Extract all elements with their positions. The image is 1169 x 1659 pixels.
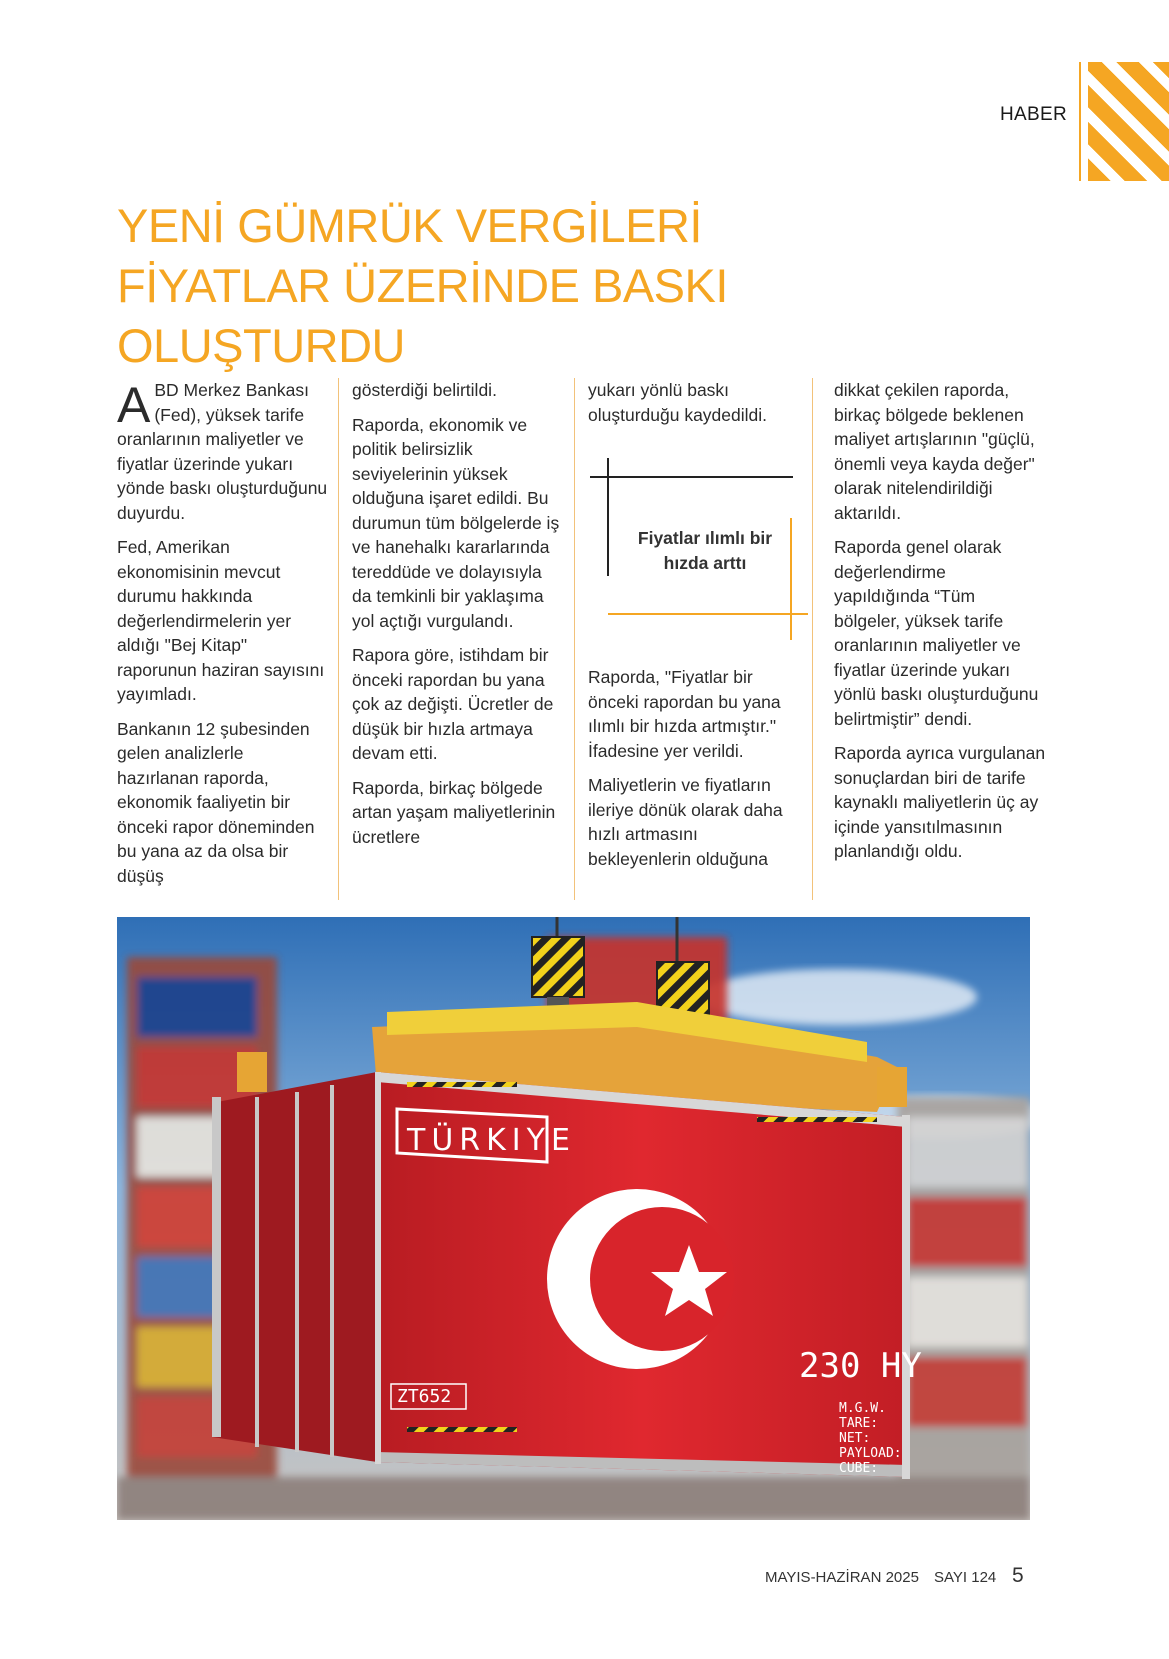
paragraph-text: BD Merkez Bankası (Fed), yüksek tarife oranlarının maliyetler ve fiyatlar üzerinde yukarı yönde baskı oluşturduğunu duyurdu.	[117, 380, 328, 523]
container-data-row: PAYLOAD:	[839, 1446, 902, 1461]
container-type-code: 230 HY	[799, 1346, 922, 1386]
paragraph: dikkat çekilen raporda, birkaç bölgede beklenen maliyet artışlarının "güçlü, önemli veya kayda değer" olarak nitelendirildiği aktarıldı.	[834, 380, 1035, 523]
column-divider	[812, 378, 813, 900]
container-photo	[117, 917, 1030, 1520]
pull-quote-rule	[590, 476, 793, 478]
drop-cap: A	[117, 377, 151, 433]
footer-issue: MAYIS-HAZİRAN 2025	[765, 1569, 919, 1586]
container-data-row: TARE:	[839, 1416, 879, 1431]
paragraph: gösterdiği belirtildi.	[352, 380, 497, 400]
container-code: ZT652	[397, 1386, 452, 1407]
paragraph: Raporda, "Fiyatlar bir önceki rapordan bu yana ılımlı bir hızda artmıştır." İfadesine yer verildi.	[588, 667, 781, 761]
container-illustration	[117, 917, 1030, 1520]
hazard-stripes-decoration	[1088, 62, 1169, 181]
paragraph: yukarı yönlü baskı oluşturduğu kaydedildi.	[588, 380, 768, 425]
paragraph: Bankanın 12 şubesinden gelen analizlerle hazırlanan raporda, ekonomik faaliyetin bir önceki rapor döneminden bu yana az da olsa bir düşüş	[117, 718, 315, 886]
container-data-row: NET:	[839, 1431, 871, 1446]
column-divider	[574, 378, 575, 900]
paragraph: Fed, Amerikan ekonomisinin mevcut durumu hakkında değerlendirmelerin yer aldığı "Bej Kitap" raporunun haziran sayısını yayımladı.	[117, 537, 325, 704]
paragraph	[117, 378, 329, 525]
container-data-row: M.G.W.	[839, 1401, 886, 1416]
section-rule	[1079, 62, 1081, 181]
headline-line: OLUŞTURDU	[117, 319, 405, 372]
footer-issue-number: SAYI 124	[934, 1569, 997, 1586]
column-divider	[338, 378, 339, 900]
article-column-1	[117, 378, 329, 898]
paragraph: Rapora göre, istihdam bir önceki rapordan bu yana çok az değişti. Ücretler de düşük bir hızla artmaya devam etti.	[352, 645, 554, 763]
pull-quote-rule	[608, 613, 808, 615]
container-data-row: CUBE:	[839, 1461, 879, 1476]
paragraph: Raporda, birkaç bölgede artan yaşam maliyetlerinin ücretlere	[352, 777, 556, 847]
pull-quote-rule	[790, 518, 792, 640]
section-label: HABER	[1000, 104, 1067, 125]
pull-quote-rule	[607, 458, 609, 576]
article-column-4	[834, 378, 1046, 898]
pull-quote	[590, 458, 810, 638]
article-column-2	[352, 378, 564, 898]
pull-quote-text: Fiyatlar ılımlı bir hızda arttı	[637, 528, 773, 573]
article-headline	[117, 196, 837, 376]
article-column-3-lower	[588, 665, 800, 905]
container-label: TÜRKIYE	[407, 1123, 576, 1158]
page-number: 5	[1012, 1564, 1024, 1587]
paragraph: Maliyetlerin ve fiyatların ileriye dönük olarak daha hızlı artmasını bekleyenlerin olduğuna	[588, 775, 783, 869]
headline-line: YENİ GÜMRÜK VERGİLERİ	[117, 199, 702, 252]
paragraph: Raporda genel olarak değerlendirme yapıldığında “Tüm bölgeler, yüksek tarife oranlarının maliyetler ve fiyatlar üzerinde yukarı yönlü baskı oluşturduğunu belirtmiştir” dendi.	[834, 537, 1039, 729]
paragraph: Raporda ayrıca vurgulanan sonuçlardan biri de tarife kaynaklı maliyetlerin üç ay içinde yansıtılmasının planlandığı oldu.	[834, 743, 1046, 861]
paragraph: Raporda, ekonomik ve politik belirsizlik seviyelerinin yüksek olduğuna işaret edildi. Bu durumun tüm bölgelerde iş ve hanehalkı kararlarında tereddüde ve dolayısıyla da temkinli bir yaklaşıma yol açtığı vurgulandı.	[352, 414, 560, 631]
headline-line: FİYATLAR ÜZERİNDE BASKI	[117, 259, 728, 312]
